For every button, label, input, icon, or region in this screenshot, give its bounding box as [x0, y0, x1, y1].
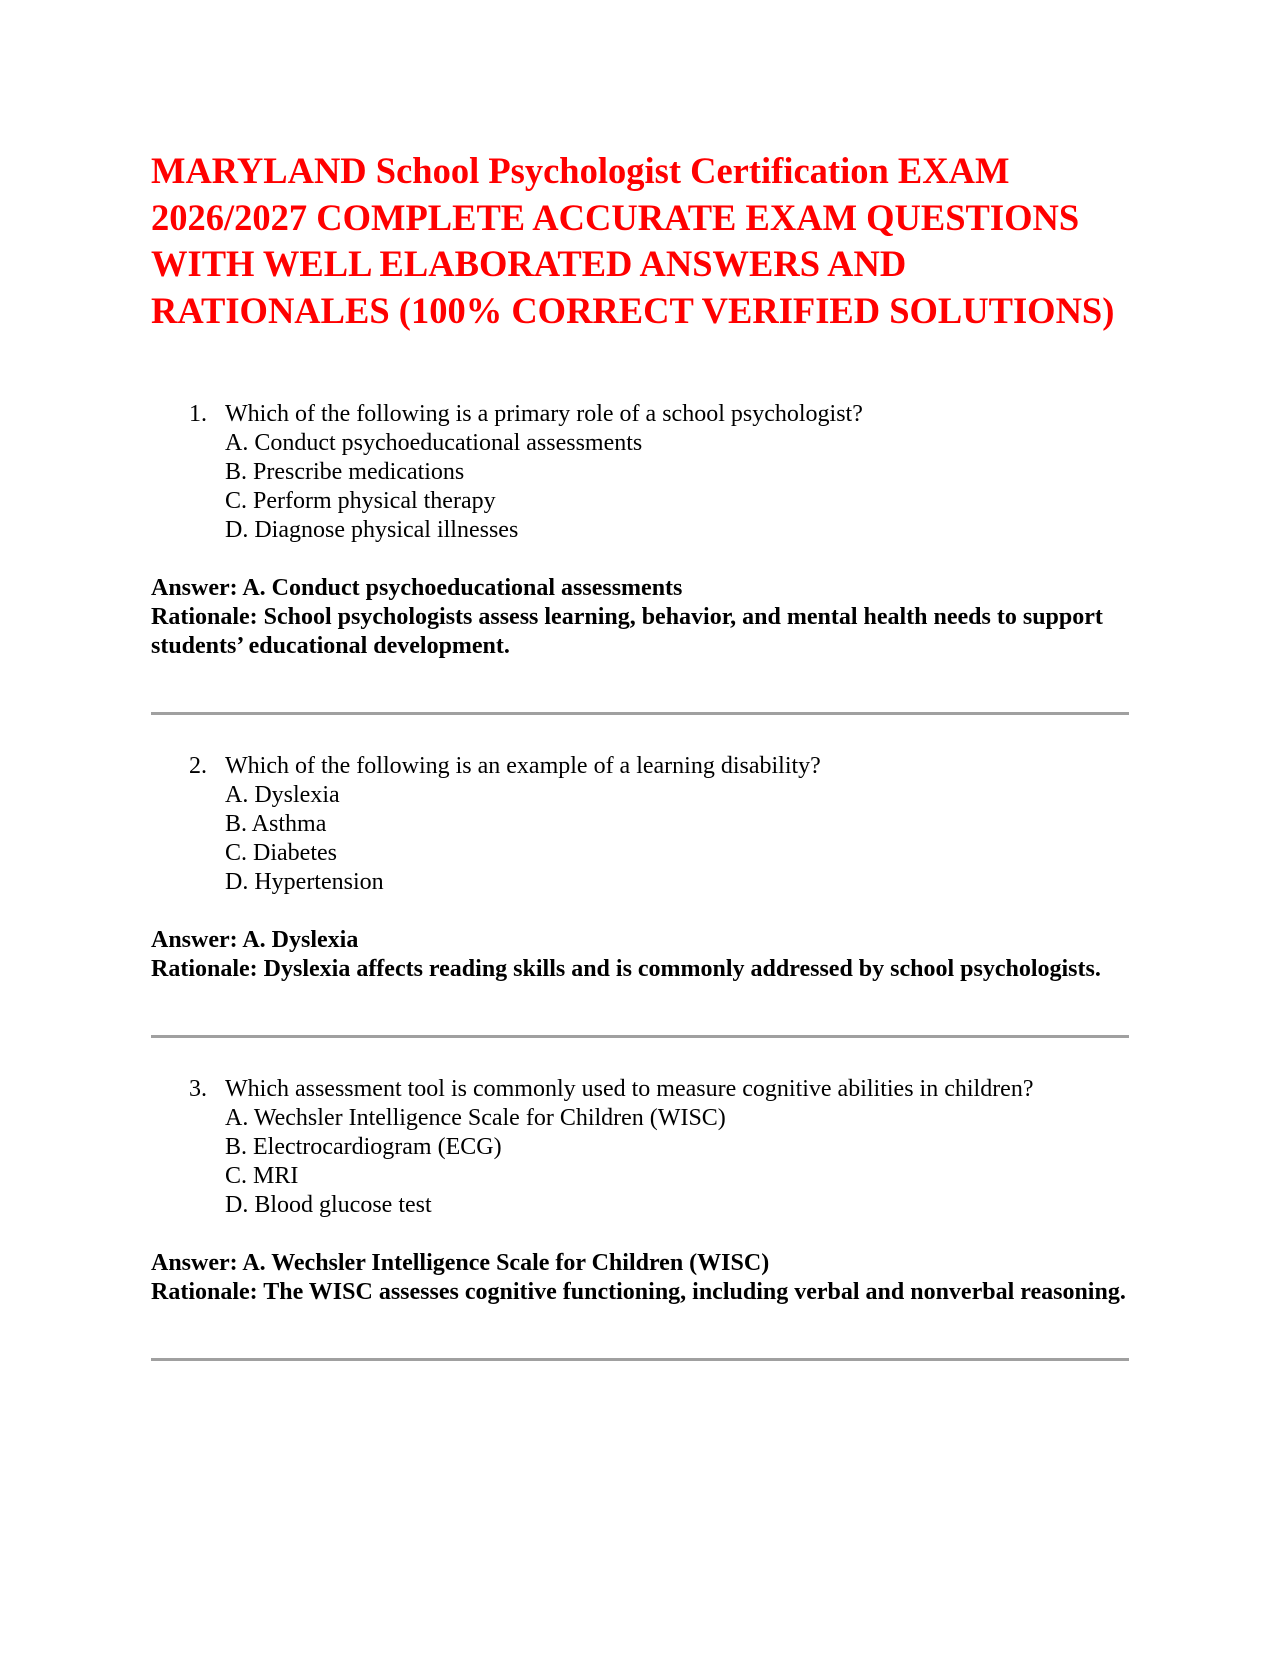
question-text: Which assessment tool is commonly used to measure cognitive abilities in children? [225, 1076, 1034, 1102]
option-item: B. Asthma [225, 811, 327, 837]
rationale-text: Rationale: Dyslexia affects reading skills and is commonly addressed by school psychologists. [151, 956, 1101, 982]
option-item: D. Blood glucose test [225, 1192, 432, 1218]
answer-line: Answer: A. Dyslexia [151, 927, 359, 953]
option-item: A. Dyslexia [225, 782, 340, 808]
rationale-text: Rationale: The WISC assesses cognitive functioning, including verbal and nonverbal reasoning. [151, 1279, 1126, 1305]
question-block [151, 752, 1135, 1038]
question-text: Which of the following is a primary role of a school psychologist? [225, 401, 863, 427]
question-block [151, 1075, 1135, 1361]
question-header [151, 400, 1135, 429]
section-divider [151, 712, 1129, 715]
options-list [151, 781, 1135, 897]
option-item: A. Wechsler Intelligence Scale for Children (WISC) [225, 1105, 726, 1131]
option-item: C. Diabetes [225, 840, 337, 866]
rationale-text: Rationale: School psychologists assess learning, behavior, and mental health needs to support students’ educational development. [151, 604, 1103, 659]
option-item: B. Prescribe medications [225, 459, 465, 485]
option-item: D. Hypertension [225, 869, 384, 895]
answer-line: Answer: A. Conduct psychoeducational assessments [151, 575, 683, 601]
option-item: B. Electrocardiogram (ECG) [225, 1134, 502, 1160]
option-item: C. Perform physical therapy [225, 488, 496, 514]
question-number: 2. [189, 753, 207, 779]
options-list [151, 1104, 1135, 1220]
question-header [151, 1075, 1135, 1104]
question-number: 1. [189, 401, 207, 427]
document-title: MARYLAND School Psychologist Certification EXAM 2026/2027 COMPLETE ACCURATE EXAM QUESTIONS WITH WELL ELABORATED ANSWERS AND RATIONALES (100% CORRECT VERIFIED SOLUTIONS) [151, 150, 1115, 331]
option-item: C. MRI [225, 1163, 299, 1189]
option-item: D. Diagnose physical illnesses [225, 517, 519, 543]
options-list [151, 429, 1135, 545]
question-number: 3. [189, 1076, 207, 1102]
question-text: Which of the following is an example of a learning disability? [225, 753, 821, 779]
question-block [151, 400, 1135, 715]
option-item: A. Conduct psychoeducational assessments [225, 430, 643, 456]
answer-line: Answer: A. Wechsler Intelligence Scale for Children (WISC) [151, 1250, 770, 1276]
document-page [151, 148, 1135, 1361]
section-divider [151, 1358, 1129, 1361]
section-divider [151, 1035, 1129, 1038]
question-header [151, 752, 1135, 781]
